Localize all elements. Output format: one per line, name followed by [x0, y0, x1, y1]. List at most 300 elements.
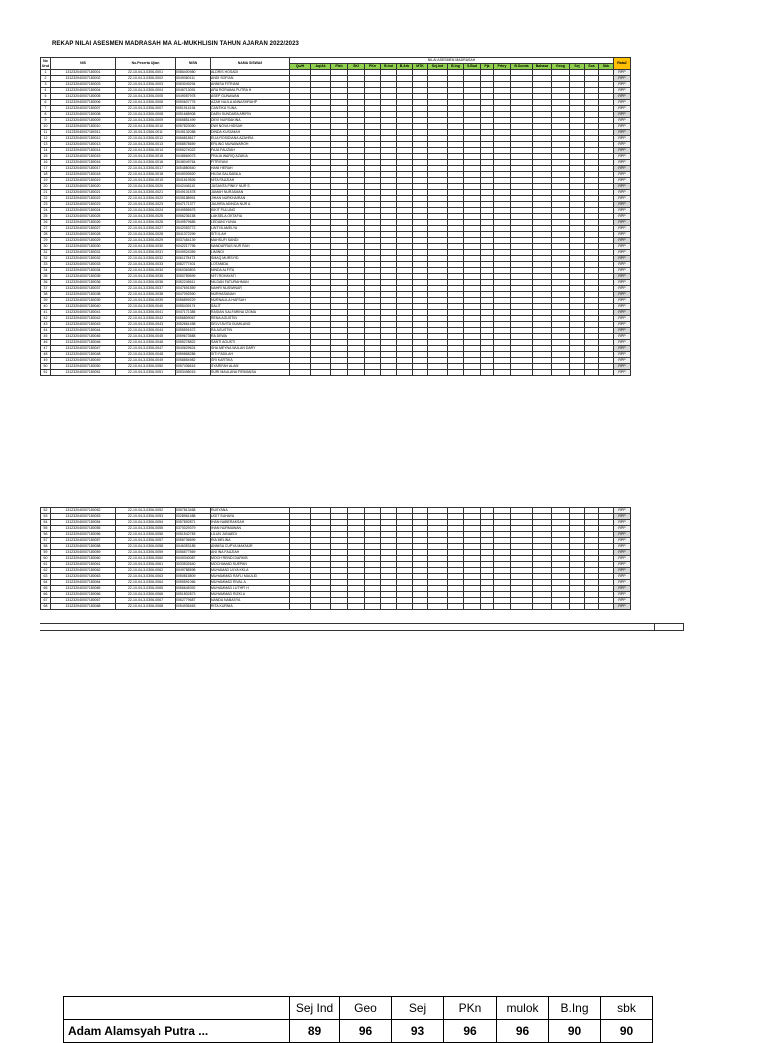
- cell-nis: 131232040007180055: [51, 526, 116, 532]
- cell-nisn: 0061175473: [176, 256, 211, 262]
- cell-peserta: 22-10-04-3-0306-0054: [116, 520, 176, 526]
- cell-nisn: 0047691559: [176, 286, 211, 292]
- cell-no: 12: [41, 136, 51, 142]
- cell-nama: NITI ROHAYATI: [211, 274, 290, 280]
- cell-nama: LINTYA AMELYA: [211, 226, 290, 232]
- header-subject: B.Arb: [397, 64, 413, 70]
- cell-rata2: RPP: [614, 292, 631, 298]
- cell-nisn: 0037454139: [176, 238, 211, 244]
- cell-rata2: RPP: [614, 268, 631, 274]
- cell-rata2: RPP: [614, 112, 631, 118]
- cell-nis: 131232040007180021: [51, 190, 116, 196]
- cell-nisn: 0063049294: [176, 82, 211, 88]
- cell-no: 27: [41, 226, 51, 232]
- cell-nisn: 0046353185: [176, 544, 211, 550]
- cell-nis: 131232040007180033: [51, 262, 116, 268]
- cell-nisn: 0042217796: [176, 244, 211, 250]
- cell-peserta: 22-10-04-3-0306-0048: [116, 352, 176, 358]
- cell-rata2: RPP: [614, 604, 631, 610]
- cell-nis: 131232040007180065: [51, 586, 116, 592]
- cell-nisn: 0051668908: [176, 112, 211, 118]
- cell-peserta: 22-10-04-3-0306-0034: [116, 268, 176, 274]
- cell-rata2: RPP: [614, 520, 631, 526]
- cell-no: 25: [41, 214, 51, 220]
- cell-peserta: 22-10-04-3-0306-0063: [116, 574, 176, 580]
- cell-nis: 131232040007180012: [51, 136, 116, 142]
- cell-nisn: 3049579685: [176, 220, 211, 226]
- cell-nama: MUHAMMAD RIVAL A: [211, 580, 290, 586]
- header-subject: Geog: [552, 64, 570, 70]
- cell-rata2: RPP: [614, 508, 631, 514]
- cell-nisn: 0049101578: [176, 190, 211, 196]
- cell-rata2: RPP: [614, 160, 631, 166]
- cell-nisn: 0051914194: [176, 106, 211, 112]
- cell-rata2: RPP: [614, 538, 631, 544]
- cell-no: 66: [41, 592, 51, 598]
- cell-rata2: RPP: [614, 556, 631, 562]
- cell-peserta: 22-10-04-3-0306-0039: [116, 298, 176, 304]
- cell-nama: NANDA NABASYA: [211, 598, 290, 604]
- cell-score: [381, 604, 397, 610]
- cell-rata2: RPP: [614, 196, 631, 202]
- cell-nisn: 0047092590: [176, 292, 211, 298]
- cell-nama: SITI ILAH: [211, 232, 290, 238]
- cell-nis: 131232040007180050: [51, 364, 116, 370]
- cell-nama: DAEN SUNDARA ARIFIN: [211, 112, 290, 118]
- cell-peserta: 22-10-04-3-0306-0047: [116, 346, 176, 352]
- cell-nis: 131232040007180051: [51, 370, 116, 376]
- cell-score: [290, 604, 311, 610]
- table-trailing-border: [40, 623, 655, 631]
- cell-no: 64: [41, 580, 51, 586]
- header-subject: S.Bud: [464, 64, 481, 70]
- cell-nama: ARA RORIAMA PUTRA H: [211, 88, 290, 94]
- cell-no: 68: [41, 604, 51, 610]
- cell-peserta: 22-10-04-3-0306-0009: [116, 118, 176, 124]
- cell-no: 31: [41, 250, 51, 256]
- header-subject: SKI: [348, 64, 365, 70]
- cell-rata2: RPP: [614, 106, 631, 112]
- cell-nama: DINDA KUSUMAH: [211, 130, 290, 136]
- cell-nama: HILDA SALSABILA: [211, 172, 290, 178]
- cell-nama: RENA AGUSTIN: [211, 316, 290, 322]
- cell-no: 29: [41, 238, 51, 244]
- cell-nisn: 0089868286: [176, 352, 211, 358]
- summary-header-blank: [64, 997, 290, 1020]
- cell-peserta: 22-10-04-3-0306-0061: [116, 562, 176, 568]
- cell-no: 48: [41, 352, 51, 358]
- cell-peserta: 22-10-04-3-0306-0018: [116, 172, 176, 178]
- cell-no: 39: [41, 298, 51, 304]
- cell-no: 23: [41, 202, 51, 208]
- cell-nis: 131232040007180038: [51, 292, 116, 298]
- cell-no: 41: [41, 310, 51, 316]
- cell-nis: 131232040007180066: [51, 592, 116, 598]
- cell-rata2: RPP: [614, 280, 631, 286]
- cell-nama: MUHAMMAD LUTHFI H: [211, 586, 290, 592]
- cell-no: 38: [41, 292, 51, 298]
- cell-nama: IHAN NURMAWAN: [211, 526, 290, 532]
- cell-no: 8: [41, 112, 51, 118]
- cell-score: [448, 370, 464, 376]
- summary-value: 90: [601, 1020, 653, 1043]
- cell-nis: 131232040007180046: [51, 340, 116, 346]
- header-subject: B.Sunda: [511, 64, 533, 70]
- cell-no: 51: [41, 370, 51, 376]
- cell-nis: 131232040007180032: [51, 256, 116, 262]
- cell-nis: 131232040007180006: [51, 100, 116, 106]
- cell-rata2: RPP: [614, 598, 631, 604]
- cell-score: [448, 604, 464, 610]
- cell-score: [585, 604, 599, 610]
- cell-peserta: 22-10-04-3-0306-0001: [116, 70, 176, 76]
- cell-peserta: 22-10-04-3-0306-0055: [116, 526, 176, 532]
- cell-rata2: RPP: [614, 568, 631, 574]
- cell-nis: 131232040007180067: [51, 598, 116, 604]
- cell-rata2: RPP: [614, 214, 631, 220]
- cell-no: 67: [41, 598, 51, 604]
- cell-nama: NILDAN FATURAHMAN: [211, 280, 290, 286]
- cell-nisn: 0370029379: [176, 526, 211, 532]
- cell-nisn: 0062779687: [176, 598, 211, 604]
- cell-nisn: 0055274022: [176, 148, 211, 154]
- cell-nisn: 0055278822: [176, 340, 211, 346]
- cell-nis: 131232040007180029: [51, 238, 116, 244]
- cell-peserta: 22-10-04-3-0306-0058: [116, 544, 176, 550]
- summary-header-sejind: Sej Ind: [290, 997, 340, 1020]
- cell-peserta: 22-10-04-3-0306-0032: [116, 256, 176, 262]
- cell-no: 18: [41, 172, 51, 178]
- cell-nis: 131232040007180061: [51, 562, 116, 568]
- cell-peserta: 22-10-04-3-0306-0008: [116, 112, 176, 118]
- cell-nisn: 0049788598: [176, 568, 211, 574]
- cell-peserta: 22-10-04-3-0306-0026: [116, 220, 176, 226]
- cell-no: 11: [41, 130, 51, 136]
- cell-nama: JIHAN NURKHAIRAN: [211, 196, 290, 202]
- cell-nama: AZAH NAJLA ANNASHRAHP: [211, 100, 290, 106]
- summary-value: 96: [444, 1020, 497, 1043]
- cell-no: 43: [41, 322, 51, 328]
- cell-score: [381, 370, 397, 376]
- cell-no: 20: [41, 184, 51, 190]
- cell-no: 42: [41, 316, 51, 322]
- cell-no: 50: [41, 364, 51, 370]
- cell-nis: 131232040007180049: [51, 358, 116, 364]
- cell-nama: DWI NOVA HIDSAH: [211, 124, 290, 130]
- cell-no: 45: [41, 334, 51, 340]
- cell-nama: FRAJA WARIQ AZAKIA: [211, 154, 290, 160]
- header-subject: Prkry: [494, 64, 511, 70]
- cell-rata2: RPP: [614, 532, 631, 538]
- cell-nis: 131232040007180004: [51, 88, 116, 94]
- cell-nama: JAUHRA ADINDA NUR A: [211, 202, 290, 208]
- cell-no: 52: [41, 508, 51, 514]
- cell-no: 17: [41, 166, 51, 172]
- cell-nama: SMAQ MURSYID: [211, 256, 290, 262]
- cell-nisn: 3041619526: [176, 178, 211, 184]
- cell-score: [494, 370, 511, 376]
- cell-nis: 131232040007180013: [51, 142, 116, 148]
- cell-rata2: RPP: [614, 364, 631, 370]
- cell-nisn: 3053498015: [176, 370, 211, 376]
- summary-value: 89: [290, 1020, 340, 1043]
- cell-no: 21: [41, 190, 51, 196]
- cell-peserta: 22-10-04-3-0306-0031: [116, 250, 176, 256]
- cell-rata2: RPP: [614, 592, 631, 598]
- cell-score: [428, 370, 448, 376]
- header-subject: Qu/H: [290, 64, 311, 70]
- cell-nisn: 0035188991: [176, 196, 211, 202]
- cell-nisn: 0052245611: [176, 280, 211, 286]
- cell-peserta: 22-10-04-3-0306-0056: [116, 532, 176, 538]
- cell-score: [599, 370, 614, 376]
- cell-no: 9: [41, 118, 51, 124]
- cell-peserta: 22-10-04-3-0306-0042: [116, 316, 176, 322]
- cell-rata2: RPP: [614, 130, 631, 136]
- cell-peserta: 22-10-04-3-0306-0020: [116, 184, 176, 190]
- cell-rata2: RPP: [614, 76, 631, 82]
- cell-nis: 131232040007180054: [51, 520, 116, 526]
- header-rata2: Rata2: [614, 58, 631, 70]
- cell-peserta: 22-10-04-3-0306-0021: [116, 190, 176, 196]
- cell-nisn: 0066818617: [176, 136, 211, 142]
- cell-no: 57: [41, 538, 51, 544]
- cell-nisn: 0055591672: [176, 328, 211, 334]
- cell-no: 14: [41, 148, 51, 154]
- cell-peserta: 22-10-04-3-0306-0033: [116, 262, 176, 268]
- cell-peserta: 22-10-04-3-0306-0013: [116, 142, 176, 148]
- cell-rata2: RPP: [614, 70, 631, 76]
- summary-value: 90: [549, 1020, 601, 1043]
- cell-no: 62: [41, 568, 51, 574]
- cell-rata2: RPP: [614, 202, 631, 208]
- cell-score: [511, 604, 533, 610]
- cell-nis: 131232040007180034: [51, 268, 116, 274]
- cell-no: 54: [41, 520, 51, 526]
- cell-nama: HANI HERAH: [211, 166, 290, 172]
- cell-nama: NITA FAUZIAH: [211, 178, 290, 184]
- cell-nama: UGIT SUHAYA: [211, 514, 290, 520]
- cell-no: 6: [41, 100, 51, 106]
- cell-peserta: 22-10-04-3-0306-0059: [116, 550, 176, 556]
- cell-nama: SELVI AVITA GUMILANG: [211, 322, 290, 328]
- cell-rata2: RPP: [614, 178, 631, 184]
- cell-peserta: 22-10-04-3-0306-0064: [116, 580, 176, 586]
- cell-score: [311, 370, 331, 376]
- cell-nisn: 0055591066: [176, 580, 211, 586]
- cell-nama: NANDAFRAS NUR RAH: [211, 244, 290, 250]
- cell-nama: LEDIANI YUNIA: [211, 220, 290, 226]
- cell-peserta: 22-10-04-3-0306-0065: [116, 586, 176, 592]
- cell-score: [311, 604, 331, 610]
- cell-rata2: RPP: [614, 322, 631, 328]
- cell-rata2: RPP: [614, 82, 631, 88]
- cell-nis: 131232040007180047: [51, 346, 116, 352]
- cell-peserta: 22-10-04-3-0306-0067: [116, 598, 176, 604]
- cell-nisn: 3048049764: [176, 160, 211, 166]
- cell-nama: MUHAMAD ULYA KKLA: [211, 568, 290, 574]
- cell-nis: 131232040007180045: [51, 334, 116, 340]
- cell-score: [365, 604, 381, 610]
- cell-no: 65: [41, 586, 51, 592]
- cell-peserta: 22-10-04-3-0306-0050: [116, 364, 176, 370]
- cell-peserta: 22-10-04-3-0306-0023: [116, 202, 176, 208]
- cell-no: 28: [41, 232, 51, 238]
- cell-no: 2: [41, 76, 51, 82]
- cell-nama: IHAN NABERAKSAH: [211, 520, 290, 526]
- cell-nisn: 0050815809: [176, 574, 211, 580]
- cell-no: 22: [41, 196, 51, 202]
- cell-score: [481, 370, 494, 376]
- summary-header-sej: Sej: [392, 997, 444, 1020]
- cell-nis: 131232040007180011: [51, 130, 116, 136]
- cell-no: 5: [41, 94, 51, 100]
- cell-score: [511, 370, 533, 376]
- cell-nama: CANTIKA YUNA: [211, 106, 290, 112]
- cell-rata2: RPP: [614, 256, 631, 262]
- header-subject: Aq/Ak: [311, 64, 331, 70]
- cell-nis: 131232040007180057: [51, 538, 116, 544]
- cell-peserta: 22-10-04-3-0306-0049: [116, 358, 176, 364]
- cell-rata2: RPP: [614, 220, 631, 226]
- cell-nama: SITI FADILAH: [211, 352, 290, 358]
- header-subject: B.Ind: [381, 64, 397, 70]
- cell-no: 49: [41, 358, 51, 364]
- cell-peserta: 22-10-04-3-0306-0011: [116, 130, 176, 136]
- cell-nis: 131232040007180017: [51, 166, 116, 172]
- cell-nis: 131232040007180044: [51, 328, 116, 334]
- cell-nisn: 0045132088: [176, 130, 211, 136]
- cell-nama: ERLING MUNAWAROH: [211, 142, 290, 148]
- cell-nama: SRI KARTIKA: [211, 358, 290, 364]
- cell-nis: 131232040007180039: [51, 298, 116, 304]
- grades-table-part1: [40, 57, 631, 376]
- cell-score: [348, 604, 365, 610]
- cell-rata2: RPP: [614, 586, 631, 592]
- header-subject: Sej: [570, 64, 585, 70]
- cell-nisn: 0028961488: [176, 514, 211, 520]
- cell-no: 1: [41, 70, 51, 76]
- cell-rata2: RPP: [614, 172, 631, 178]
- header-subject: Sos: [585, 64, 599, 70]
- cell-nis: 131232040007180019: [51, 178, 116, 184]
- cell-score: [599, 604, 614, 610]
- header-subject: B.Ing: [448, 64, 464, 70]
- cell-score: [413, 604, 428, 610]
- cell-nisn: 0060363803: [176, 268, 211, 274]
- cell-nisn: 3041372299: [176, 232, 211, 238]
- header-subject: PKn: [365, 64, 381, 70]
- cell-nisn: 0056645392: [176, 586, 211, 592]
- cell-nisn: 0058578659: [176, 142, 211, 148]
- cell-nis: 131232040007180024: [51, 208, 116, 214]
- cell-no: 53: [41, 514, 51, 520]
- cell-peserta: 22-10-04-3-0306-0051: [116, 370, 176, 376]
- cell-score: [365, 370, 381, 376]
- summary-header-geo: Geo: [340, 997, 392, 1020]
- cell-nama: SHA MEYNA WULAN DARY: [211, 346, 290, 352]
- cell-peserta: 22-10-04-3-0306-0003: [116, 82, 176, 88]
- cell-rata2: RPP: [614, 124, 631, 130]
- cell-no: 33: [41, 262, 51, 268]
- cell-nama: ALDRIS HOSADI: [211, 70, 290, 76]
- cell-nama: DEVI NURSAKINA: [211, 118, 290, 124]
- summary-header-pkn: PKn: [444, 997, 497, 1020]
- cell-peserta: 22-10-04-3-0306-0004: [116, 88, 176, 94]
- cell-rata2: RPP: [614, 550, 631, 556]
- cell-nisn: 3050789599: [176, 274, 211, 280]
- cell-rata2: RPP: [614, 136, 631, 142]
- cell-nisn: 3042053772: [176, 226, 211, 232]
- cell-nama: RA DEWA: [211, 334, 290, 340]
- cell-nisn: 0049924359: [176, 250, 211, 256]
- cell-rata2: RPP: [614, 574, 631, 580]
- cell-no: 46: [41, 340, 51, 346]
- cell-nis: 131232040007180035: [51, 274, 116, 280]
- cell-no: 10: [41, 124, 51, 130]
- cell-nisn: 3033532640: [176, 562, 211, 568]
- cell-no: 36: [41, 280, 51, 286]
- cell-nama: LIMINDI: [211, 250, 290, 256]
- cell-nis: 131232040007180008: [51, 112, 116, 118]
- cell-nis: 131232040007180048: [51, 352, 116, 358]
- cell-nisn: 3040629624: [176, 346, 211, 352]
- cell-nama: RIA MELINA: [211, 538, 290, 544]
- cell-nis: 131232040007180002: [51, 76, 116, 82]
- cell-nama: FITRIYANI: [211, 160, 290, 166]
- cell-nisn: 0050607775: [176, 100, 211, 106]
- cell-nama: SYARIFAH ALAM: [211, 364, 290, 370]
- cell-peserta: 22-10-04-3-0306-0030: [116, 244, 176, 250]
- cell-no: 15: [41, 154, 51, 160]
- cell-no: 24: [41, 208, 51, 214]
- cell-nama: NURNALILA HAFSAH: [211, 298, 290, 304]
- cell-peserta: 22-10-04-3-0306-0068: [116, 604, 176, 610]
- cell-score: [331, 604, 348, 610]
- cell-nisn: 0057892871: [176, 520, 211, 526]
- cell-rata2: RPP: [614, 358, 631, 364]
- cell-peserta: 22-10-04-3-0306-0044: [116, 328, 176, 334]
- cell-peserta: 22-10-04-3-0306-0062: [116, 568, 176, 574]
- cell-peserta: 22-10-04-3-0306-0066: [116, 592, 176, 598]
- cell-nis: 131232040007180031: [51, 250, 116, 256]
- cell-peserta: 22-10-04-3-0306-0006: [116, 100, 176, 106]
- cell-peserta: 22-10-04-3-0306-0035: [116, 274, 176, 280]
- cell-nis: 131232040007180027: [51, 226, 116, 232]
- table-trailing-cell: [654, 623, 684, 631]
- cell-rata2: RPP: [614, 208, 631, 214]
- cell-score: [331, 370, 348, 376]
- cell-nis: 131232040007180063: [51, 574, 116, 580]
- cell-peserta: 22-10-04-3-0306-0038: [116, 292, 176, 298]
- cell-nis: 131232040007180064: [51, 580, 116, 586]
- cell-nisn: 0046713091: [176, 88, 211, 94]
- cell-score: [533, 604, 552, 610]
- cell-nisn: 3082777401: [176, 262, 211, 268]
- cell-nis: 131232040007180062: [51, 568, 116, 574]
- cell-rata2: RPP: [614, 148, 631, 154]
- cell-nama: ANNISA CUPYA MAKNUR: [211, 544, 290, 550]
- summary-header-bing: B.Ing: [549, 997, 601, 1020]
- cell-nis: 131232040007180041: [51, 310, 116, 316]
- cell-nama: ELIA ROSIDIANA AZAHRA: [211, 136, 290, 142]
- cell-nis: 131232040007180040: [51, 304, 116, 310]
- cell-rata2: RPP: [614, 118, 631, 124]
- cell-nama: LAKSELA OKTAFIA: [211, 214, 290, 220]
- cell-nis: 131232040007180043: [51, 322, 116, 328]
- cell-peserta: 22-10-04-3-0306-0005: [116, 94, 176, 100]
- cell-score: [464, 370, 481, 376]
